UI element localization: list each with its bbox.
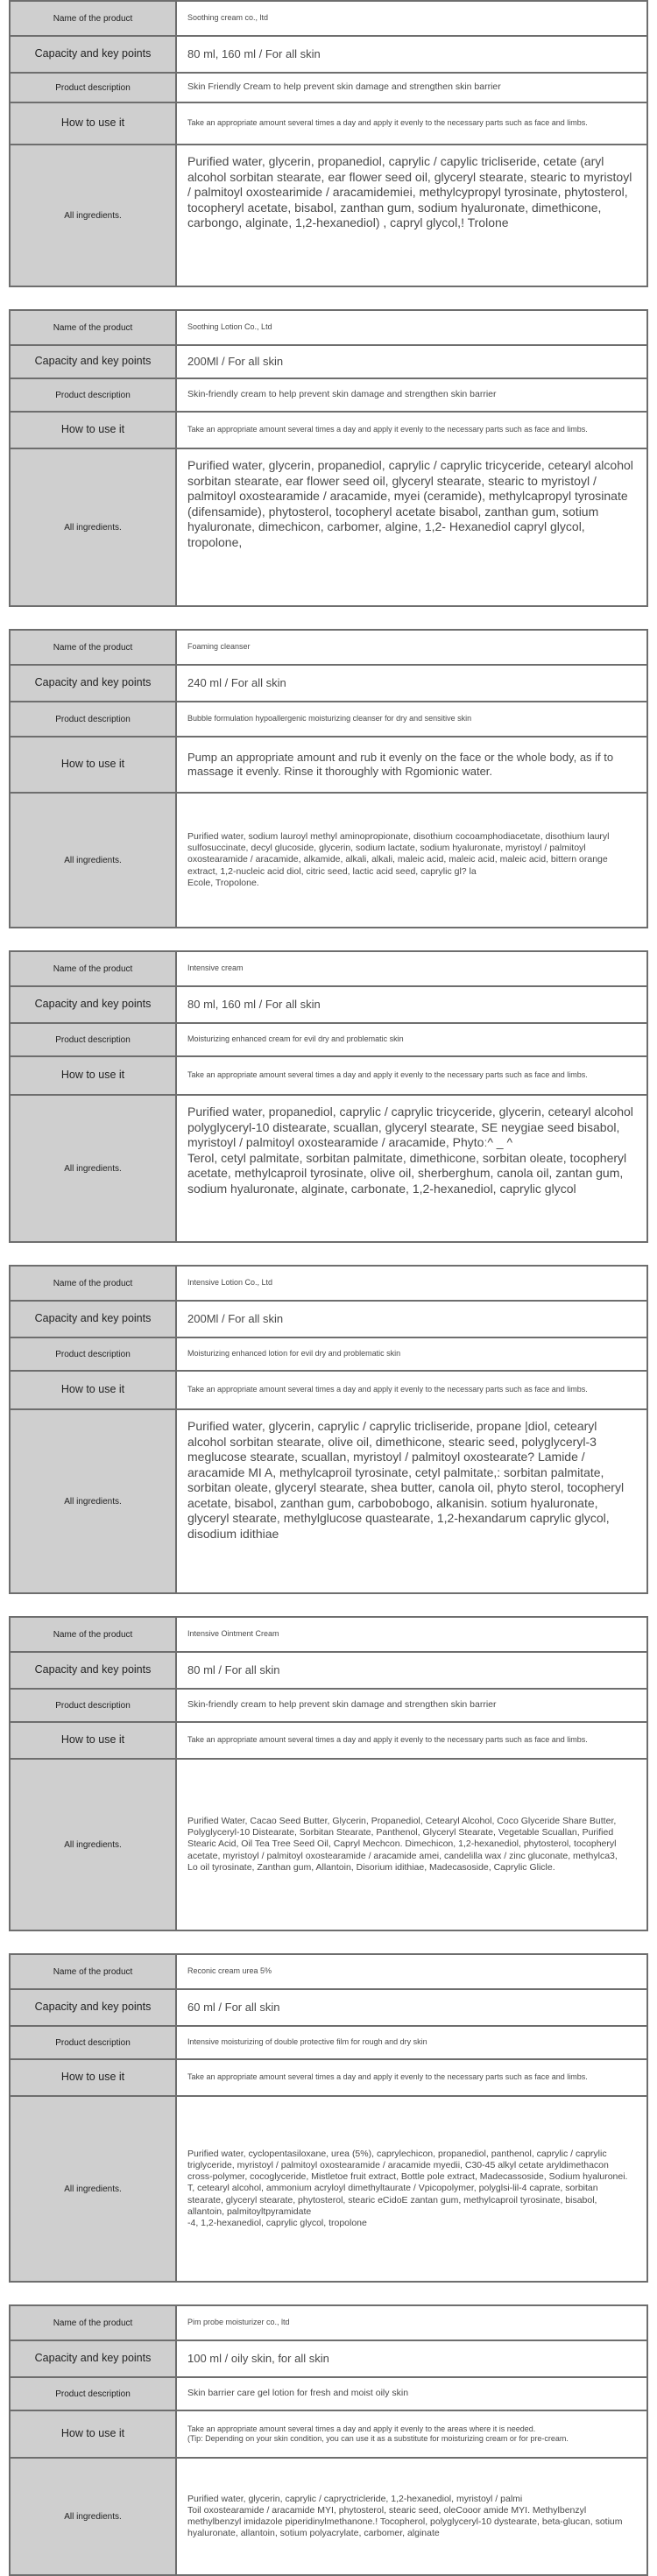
description-value	[177, 1690, 646, 1721]
description-value-row	[11, 1338, 646, 1372]
how-to-use-value	[177, 103, 646, 144]
product-name-text: Intensive cream	[187, 963, 244, 973]
product-table	[9, 1265, 648, 1594]
product-name-label: Name of the product	[11, 952, 177, 985]
capacity-value	[177, 346, 646, 378]
ingredients-value-row	[11, 449, 646, 605]
how-to-use-label: How to use it	[11, 103, 177, 144]
ingredients-value	[177, 1096, 646, 1241]
description-value-text: Skin-friendly cream to help prevent skin damage and strengthen skin barrier	[187, 389, 497, 400]
capacity-value	[177, 1990, 646, 2025]
product-name-text: Soothing Lotion Co., Ltd	[187, 322, 272, 332]
how-to-use-value	[177, 1372, 646, 1408]
how-to-use-value	[177, 1057, 646, 1094]
how-to-use-label: How to use it	[11, 2060, 177, 2095]
product-table	[9, 629, 648, 928]
how-to-use-value-text: Take an appropriate amount several times a day and apply it evenly to the necessary parts such as face and limbs.	[187, 2072, 588, 2082]
product-name-label: Name of the product	[11, 1618, 177, 1651]
product-name	[177, 1955, 646, 1988]
product-name-label: Name of the product	[11, 1267, 177, 1300]
ingredients-value	[177, 2459, 646, 2574]
description-label: Product description	[11, 1024, 177, 1055]
capacity-value-text: 60 ml / For all skin	[187, 2000, 280, 2014]
ingredients-value-text: Purified water, cyclopentasiloxane, urea (5%), caprylechicon, propanediol, panthenol, caprylic / caprylic triglyceride, myristoyl / palmitoyl oxostearamide / aracamide myedii, C30-45 alkyl cetate aryldimethacon cross-polymer, cocoglyceride, Mistletoe fruit extract, Bottle pole extract, Madecassoside, Sodium hyaluronei. T, cetearyl alcohol, ammonium acryloyl dimethyltaurate / Vpicopolymer, polyglsi-lil-4 caprate, sorbitan stearate, glyceryl stearate, phytosterol, stearic eCidoE zantan gum, methylcaproil tyrosinate, bisabol, allantoin, palmitoyltpyramidate -4, 1,2-hexanediol, caprylic glycol, tropolone	[187, 2149, 628, 2228]
product-name-text: Reconic cream urea 5%	[187, 1966, 272, 1976]
ingredients-value-text: Purified water, glycerin, caprylic / caprylic tricliseride, propane |diol, cetearyl alcohol sorbitan stearate, olive oil, dimethicone, stearic seed, polyglyceryl-3 meglucose stearate, scuallan, myristoyl / palmitoyl oxostearate? Lamide / aracamide MI A, methylcaproil tyrosinate, cetyl palmitate,: sorbitan palmitate, sorbitan oleate, glyceryl stearate, shea butter, canola oil, phyto sterol, tocopheryl acetate, bisabol, zanthan gum, carbobobogo, alkanisin. sotium hyaluronate, glyceryl stearate, methylglucose quastearate, 1,2-hexandarum caprylic glycol, disodium idithiae	[187, 1419, 625, 1541]
description-value	[177, 379, 646, 411]
capacity-value	[177, 2341, 646, 2376]
product-table	[9, 1953, 648, 2283]
product-name-text: Intensive Ointment Cream	[187, 1629, 279, 1639]
how-to-use-value-text: Pump an appropriate amount and rub it evenly on the face or the whole body, as if to massage it evenly. Rinse it thoroughly with Rgomionic water.	[187, 750, 614, 778]
capacity-value-row	[11, 666, 646, 702]
product-name-label: Name of the product	[11, 2, 177, 35]
how-to-use-label: How to use it	[11, 413, 177, 448]
how-to-use-value-row	[11, 1723, 646, 1760]
ingredients-value	[177, 2097, 646, 2281]
capacity-label: Capacity and key points	[11, 1653, 177, 1688]
capacity-value-text: 240 ml / For all skin	[187, 675, 286, 689]
how-to-use-value-text: Take an appropriate amount several times a day and apply it evenly to the necessary parts such as face and limbs.	[187, 425, 588, 434]
description-value-row	[11, 74, 646, 103]
ingredients-value-text: Purified water, propanediol, caprylic / caprylic tricyceride, glycerin, cetearyl alcohol polyglyceryl-10 distearate, scuallan, glyceryl stearate, SE neygiae seed bisabol, myristoyl / palmitoyl oxostearamide / aracamide, Phytoː^ _ ^ Terol, cetyl palmitate, sorbitan palmitate, dimethicone, sorbitan oleate, tocopheryl acetate, methylcaproil tyrosinate, olive oil, sherberghum, canola oil, zantan gum, sodium hyaluronate, alginate, carbonate, 1,2-hexanediol, caprylic glycol	[187, 1105, 633, 1196]
capacity-value	[177, 666, 646, 701]
capacity-value-text: 80 ml / For all skin	[187, 1662, 280, 1676]
capacity-label: Capacity and key points	[11, 666, 177, 701]
capacity-value-row	[11, 1653, 646, 1690]
description-value-row	[11, 702, 646, 738]
description-value-text: Bubble formulation hypoallergenic moisturizing cleanser for dry and sensitive skin	[187, 714, 472, 723]
ingredients-value-text: Purified water, glycerin, propanediol, caprylic / capylic tricliseride, cetate (aryl alcohol sorbitan stearate, ear flower seed oil, glyceryl stearate, stearic to myristoyl / palmitoyl oxostearimide / aracamidemiei, methylcypropyl tyrosinate, phytosterol, tocopheryl acetate, bisabol, zanthan gum, sodium hyaluronate, dimethicone, carbongo, alginate, 1,2-hexanediol) , capryl glycol,! Trolone	[187, 154, 632, 229]
description-value-text: Intensive moisturizing of double protective film for rough and dry skin	[187, 2037, 427, 2047]
how-to-use-value-row	[11, 738, 646, 794]
ingredients-value-text: Purified water, glycerin, caprylic / capryctricleride, 1,2-hexanediol, myristoyl / palmi Toil oxostearamide / aracamide MYI, phytosterol, stearic seed, oleCooor amide MYI. Methylbenzyl methylbenzyl imidazole piperidinylmethanone.! Tocopherol, polyglyceryl-10 dystearate, beta-glucan, sotium hyaluronate, allantoin, sotium polyacrylate, carbomer, alginate	[187, 2493, 623, 2539]
product-name-row	[11, 1267, 646, 1302]
ingredients-value	[177, 1410, 646, 1592]
capacity-value-text: 200Ml / For all skin	[187, 1311, 284, 1325]
description-label: Product description	[11, 1338, 177, 1370]
description-value-row	[11, 1690, 646, 1723]
product-name	[177, 1267, 646, 1300]
capacity-value	[177, 987, 646, 1022]
section-gap	[0, 607, 657, 629]
description-label: Product description	[11, 702, 177, 736]
description-label: Product description	[11, 2027, 177, 2058]
how-to-use-value	[177, 413, 646, 448]
ingredients-label: All ingredients.	[11, 1410, 177, 1592]
how-to-use-value	[177, 738, 646, 792]
how-to-use-value-text: Take an appropriate amount several times a day and apply it evenly to the necessary parts such as face and limbs.	[187, 1735, 588, 1745]
capacity-value-row	[11, 2341, 646, 2378]
product-name-label: Name of the product	[11, 631, 177, 664]
how-to-use-value-text: Take an appropriate amount several times a day and apply it evenly to the areas where it is needed. (Tip: Depending on your skin condition, you can use it as a substitute for moisturizing cream or for pre-cream.	[187, 2424, 569, 2443]
capacity-value	[177, 37, 646, 72]
how-to-use-label: How to use it	[11, 738, 177, 792]
product-name-text: Soothing cream co., ltd	[187, 13, 269, 23]
description-value-text: Moisturizing enhanced lotion for evil dry and problematic skin	[187, 1349, 401, 1359]
product-name	[177, 1618, 646, 1651]
section-gap	[0, 1594, 657, 1616]
ingredients-label: All ingredients.	[11, 2097, 177, 2281]
capacity-label: Capacity and key points	[11, 987, 177, 1022]
product-table	[9, 950, 648, 1243]
product-table	[9, 2304, 648, 2576]
description-value	[177, 2378, 646, 2410]
capacity-value-text: 80 ml, 160 ml / For all skin	[187, 997, 321, 1011]
product-name-row	[11, 311, 646, 346]
product-table	[9, 0, 648, 287]
capacity-value-row	[11, 1990, 646, 2027]
how-to-use-label: How to use it	[11, 1372, 177, 1408]
capacity-value-row	[11, 346, 646, 379]
product-name	[177, 311, 646, 344]
ingredients-label: All ingredients.	[11, 1096, 177, 1241]
how-to-use-value-row	[11, 1057, 646, 1096]
product-name	[177, 2306, 646, 2340]
description-value	[177, 1024, 646, 1055]
capacity-value-text: 200Ml / For all skin	[187, 354, 284, 368]
description-label: Product description	[11, 74, 177, 102]
product-name-row	[11, 1955, 646, 1990]
capacity-value	[177, 1653, 646, 1688]
ingredients-value	[177, 1760, 646, 1930]
description-label: Product description	[11, 1690, 177, 1721]
product-name	[177, 2, 646, 35]
ingredients-value-text: Purified water, sodium lauroyl methyl aminopropionate, disothium cocoamphodiacetate, disothium lauryl sulfosuccinate, decyl glucoside, glycerin, sodium lactate, sodium hyaluronate, myristoyl / palmitoyl oxostearamide / aracamide, alkamide, alkali, alkali, maleic acid, maleic acid, maleic acid, bittern orange extract, 1,2-nucleic acid diol, citric seed, lactic acid seed, caprylic gl? la Ecole, Tropolone.	[187, 831, 610, 888]
ingredients-value	[177, 449, 646, 605]
capacity-label: Capacity and key points	[11, 1990, 177, 2025]
ingredients-value-row	[11, 794, 646, 927]
ingredients-value-row	[11, 2459, 646, 2574]
description-value	[177, 1338, 646, 1370]
product-name-row	[11, 952, 646, 987]
how-to-use-label: How to use it	[11, 2411, 177, 2457]
description-value-text: Skin-friendly cream to help prevent skin damage and strengthen skin barrier	[187, 1699, 497, 1711]
description-value-text: Moisturizing enhanced cream for evil dry and problematic skin	[187, 1034, 404, 1044]
description-value-row	[11, 1024, 646, 1057]
product-name-label: Name of the product	[11, 311, 177, 344]
capacity-value	[177, 1302, 646, 1337]
product-name-row	[11, 631, 646, 666]
product-name-label: Name of the product	[11, 2306, 177, 2340]
how-to-use-value	[177, 2060, 646, 2095]
product-name-row	[11, 2, 646, 37]
ingredients-label: All ingredients.	[11, 794, 177, 927]
ingredients-label: All ingredients.	[11, 449, 177, 605]
product-name	[177, 631, 646, 664]
description-value	[177, 702, 646, 736]
capacity-label: Capacity and key points	[11, 37, 177, 72]
capacity-value-row	[11, 1302, 646, 1338]
product-table	[9, 1616, 648, 1931]
how-to-use-value	[177, 2411, 646, 2457]
section-gap	[0, 2283, 657, 2304]
description-value-row	[11, 379, 646, 413]
description-value-text: Skin Friendly Cream to help prevent skin damage and strengthen skin barrier	[187, 81, 501, 93]
how-to-use-value-text: Take an appropriate amount several times a day and apply it evenly to the necessary parts such as face and limbs.	[187, 1385, 588, 1394]
ingredients-value-text: Purified Water, Cacao Seed Butter, Glycerin, Propanediol, Cetearyl Alcohol, Coco Glyceride Share Butter, Polyglyceryl-10 Distearate, Sorbitan Stearate, Panthenol, Glyceryl Stearate, Vegetable Scuallan, Purified Stearic Acid, Oil Tea Tree Seed Oil, Capryl Mechcon. Dimechicon, 1,2-hexanediol, phytosterol, tocopheryl acetate, myristoyl / palmitoyl oxostearamide / aracamide amei, candelilla wax / zinc gluconate, methylca3, Lo oil tyrosinate, Zanthan gum, Allantoin, Disorium idithiae, Madecasoside, Caprylic Glicle.	[187, 1816, 618, 1873]
capacity-label: Capacity and key points	[11, 1302, 177, 1337]
product-name-row	[11, 2306, 646, 2341]
ingredients-label: All ingredients.	[11, 145, 177, 286]
section-gap	[0, 928, 657, 950]
how-to-use-value-row	[11, 2411, 646, 2459]
product-name-text: Foaming cleanser	[187, 642, 251, 652]
how-to-use-value-row	[11, 103, 646, 145]
description-value	[177, 2027, 646, 2058]
ingredients-value-text: Purified water, glycerin, propanediol, caprylic / caprylic tricyceride, cetearyl alcohol sorbitan stearate, ear flower seed oil, glyceryl stearate, stearic to myristoyl / palmitoyl oxostearamide / aracamide, myei (ceramide), methylcapropyl tyrosinate (difensamide), phytosterol, tocopheryl acetate bisabol, zanthan gum, sotium hyaluronate, dimechicon, carbomer, algine, 1,2- Hexanediol capryl glycol, tropolone,	[187, 458, 633, 549]
section-gap	[0, 1243, 657, 1265]
ingredients-value-row	[11, 1760, 646, 1930]
product-name-row	[11, 1618, 646, 1653]
product-name-label: Name of the product	[11, 1955, 177, 1988]
product-name-text: Pim probe moisturizer co., ltd	[187, 2318, 290, 2327]
section-gap	[0, 1931, 657, 1953]
product-name-text: Intensive Lotion Co., Ltd	[187, 1278, 273, 1288]
ingredients-label: All ingredients.	[11, 2459, 177, 2574]
description-value-text: Skin barrier care gel lotion for fresh and moist oily skin	[187, 2388, 409, 2399]
capacity-value-text: 80 ml, 160 ml / For all skin	[187, 46, 321, 60]
capacity-value-row	[11, 37, 646, 74]
section-gap	[0, 287, 657, 309]
description-label: Product description	[11, 2378, 177, 2410]
capacity-label: Capacity and key points	[11, 2341, 177, 2376]
how-to-use-value-row	[11, 413, 646, 449]
description-value	[177, 74, 646, 102]
how-to-use-value-row	[11, 2060, 646, 2097]
product-table	[9, 309, 648, 607]
description-label: Product description	[11, 379, 177, 411]
how-to-use-value-text: Take an appropriate amount several times a day and apply it evenly to the necessary parts such as face and limbs.	[187, 1070, 588, 1080]
how-to-use-value	[177, 1723, 646, 1758]
description-value-row	[11, 2378, 646, 2411]
how-to-use-label: How to use it	[11, 1723, 177, 1758]
ingredients-value-row	[11, 1096, 646, 1241]
ingredients-value	[177, 794, 646, 927]
ingredients-label: All ingredients.	[11, 1760, 177, 1930]
ingredients-value-row	[11, 145, 646, 286]
how-to-use-label: How to use it	[11, 1057, 177, 1094]
ingredients-value-row	[11, 2097, 646, 2281]
how-to-use-value-text: Take an appropriate amount several times a day and apply it evenly to the necessary parts such as face and limbs.	[187, 118, 588, 128]
description-value-row	[11, 2027, 646, 2060]
product-name	[177, 952, 646, 985]
capacity-label: Capacity and key points	[11, 346, 177, 378]
capacity-value-row	[11, 987, 646, 1024]
how-to-use-value-row	[11, 1372, 646, 1410]
capacity-value-text: 100 ml / oily skin, for all skin	[187, 2351, 329, 2365]
ingredients-value	[177, 145, 646, 286]
ingredients-value-row	[11, 1410, 646, 1592]
